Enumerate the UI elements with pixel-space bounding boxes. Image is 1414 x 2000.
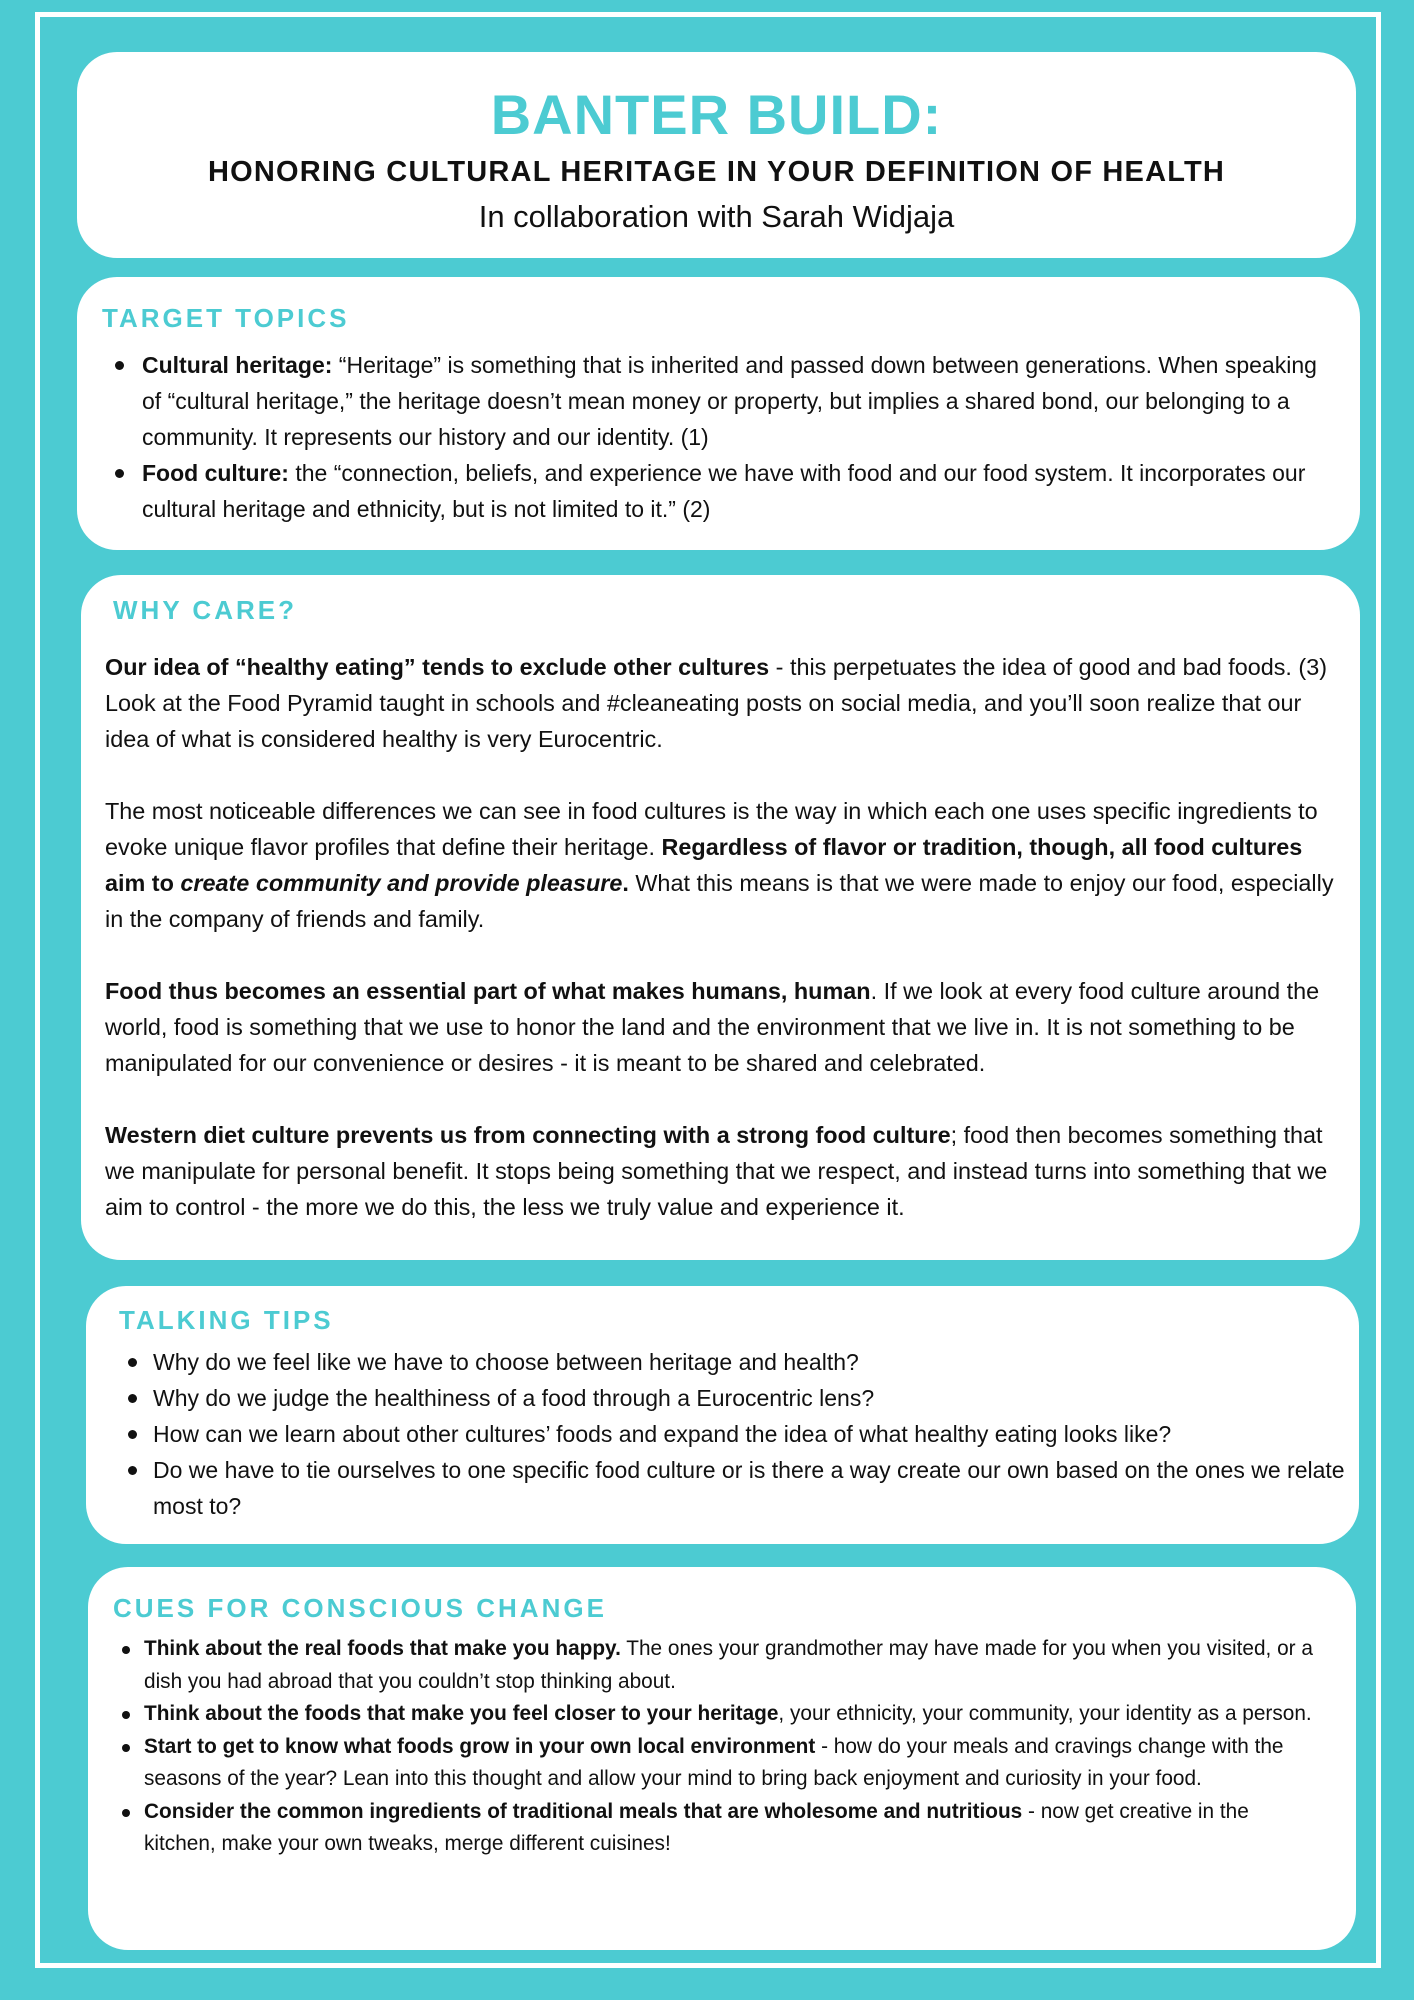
title-card [77,52,1356,258]
list-item [142,455,1332,527]
cue-lead: Think about the foods that make you feel closer to your heritage [144,1702,779,1725]
collaboration-credit: In collaboration with Sarah Widjaja [478,198,955,234]
why-care-heading: WHY CARE? [113,595,297,625]
cue-lead: Think about the real foods that make you happy. [144,1637,621,1660]
emphasis-text: Western diet culture prevents us from connecting with a strong food culture [105,1122,951,1148]
emphasis-italic-text: create community and provide pleasure [180,870,623,896]
cue-text: , your ethnicity, your community, your identity as a person. [778,1702,1312,1725]
cues-card [88,1567,1356,1950]
emphasis-text: Food thus becomes an essential part of what makes humans, human [105,978,871,1004]
talking-tips-heading: TALKING TIPS [119,1305,334,1335]
page-subtitle: HONORING CULTURAL HERITAGE IN YOUR DEFINITION OF HEALTH [207,155,1226,188]
target-topics-card [77,277,1360,550]
cue-text: - how do your meals and cravings change with the seasons of the year? Lean into this thought and allow your mind to bring back enjoyment and curiosity in your food. [144,1734,1284,1790]
list-item [144,1796,1324,1861]
cues-list [144,1633,1324,1861]
list-item: How can we learn about other cultures’ foods and expand the idea of what healthy eating looks like? [153,1416,1353,1452]
list-item [144,1698,1324,1731]
paragraph [105,649,1345,757]
topic-definition: the “connection, beliefs, and experience we have with food and our food system. It incorporates our cultural heritage and ethnicity, but is not limited to it.” (2) [142,460,1306,522]
list-item: Why do we feel like we have to choose between heritage and health? [153,1344,1353,1380]
cue-text: - now get creative in the kitchen, make your own tweaks, merge different cuisines! [144,1799,1249,1855]
topic-definition: “Heritage” is something that is inherited and passed down between generations. When speaking of “cultural heritage,” the heritage doesn’t mean money or property, but implies a shared bond, our belonging to a community. It represents our history and our identity. (1) [142,352,1317,450]
emphasis-text: Our idea of “healthy eating” tends to exclude other cultures [105,654,770,680]
cues-heading: CUES FOR CONSCIOUS CHANGE [113,1593,607,1623]
body-text: ; food then becomes something that we manipulate for personal benefit. It stops being something that we respect, and instead turns into something that we aim to control - the more we do this, the less we truly value and experience it. [105,1122,1328,1220]
list-item: Why do we judge the healthiness of a food through a Eurocentric lens? [153,1380,1353,1416]
topic-term: Food culture: [142,460,289,486]
emphasis-text: . [622,870,629,896]
paragraph [105,1117,1345,1225]
target-topics-list [142,347,1332,527]
cue-lead: Start to get to know what foods grow in your own local environment [144,1734,816,1758]
body-text: . If we look at every food culture around the world, food is something that we use to honor the land and the environment that we live in. It is not something to be manipulated for our convenience or desires - it is meant to be shared and celebrated. [105,978,1320,1076]
why-care-card [81,575,1360,1260]
talking-tips-list [153,1344,1353,1524]
body-text: What this means is that we were made to enjoy our food, especially in the company of friends and family. [105,870,1334,932]
cue-text: The ones your grandmother may have made for you when you visited, or a dish you had abroad that you couldn’t stop thinking about. [144,1637,1313,1693]
list-item [144,1633,1324,1698]
list-item [142,347,1332,455]
body-text: - this perpetuates the idea of good and bad foods. (3) Look at the Food Pyramid taught in schools and #cleaneating posts on social media, and you’ll soon realize that our idea of what is considered healthy is very Eurocentric. [105,654,1328,752]
topic-term: Cultural heritage: [142,352,333,378]
target-topics-heading: TARGET TOPICS [102,303,350,333]
cue-lead: Consider the common ingredients of traditional meals that are wholesome and nutritious [144,1799,1023,1823]
list-item: Do we have to tie ourselves to one specific food culture or is there a way create our own based on the ones we relate most to? [153,1452,1353,1524]
page-title: BANTER BUILD: [490,83,943,146]
list-item [144,1731,1324,1796]
emphasis-text: Regardless of flavor or tradition, though, all food cultures aim to [105,834,1303,896]
talking-tips-card [86,1286,1359,1544]
body-text: The most noticeable differences we can see in food cultures is the way in which each one uses specific ingredients to evoke unique flavor profiles that define their heritage. [105,798,1318,860]
paragraph [105,793,1345,937]
why-care-body [105,649,1345,1261]
paragraph [105,973,1345,1081]
